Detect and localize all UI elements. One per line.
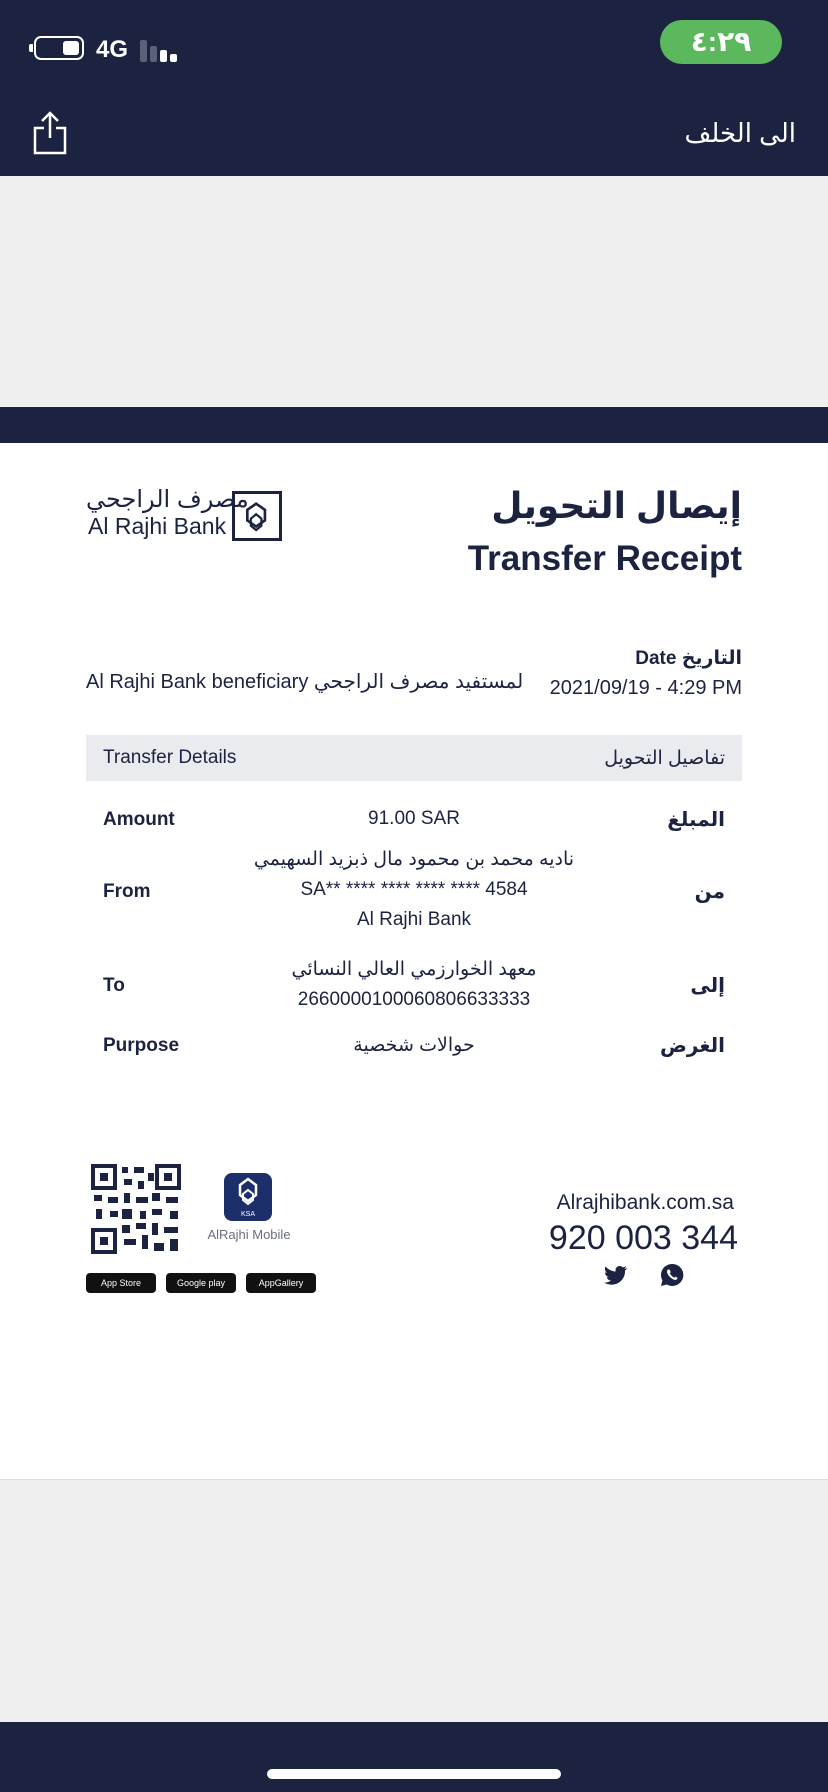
amount-row	[86, 801, 742, 841]
to-label-ar: إلى	[690, 975, 725, 997]
back-button[interactable]: الى الخلف	[684, 118, 796, 148]
google-play-badge[interactable]: Google play	[166, 1273, 236, 1293]
network-label: 4G	[96, 36, 129, 63]
from-account: SA** **** **** **** **** 4584	[300, 879, 528, 900]
receipt-title-ar: إيصال التحويل	[491, 485, 742, 526]
app-name: AlRajhi Mobile	[207, 1227, 291, 1242]
receipt-card	[0, 407, 828, 1480]
receipt-top-band	[0, 407, 828, 443]
bank-mark-icon	[232, 491, 282, 541]
whatsapp-icon[interactable]	[660, 1263, 684, 1287]
app-mark-icon	[224, 1173, 272, 1213]
date-label: Date التاريخ	[635, 648, 742, 669]
from-label-ar: من	[694, 881, 725, 903]
to-row	[86, 955, 742, 1017]
purpose-row	[86, 1029, 742, 1065]
bank-logo	[86, 485, 282, 545]
twitter-icon[interactable]	[604, 1265, 628, 1287]
website-link[interactable]: Alrajhibank.com.sa	[556, 1191, 734, 1214]
from-name: ناديه محمد بن محمود مال ذبزيد السهيمي	[253, 849, 575, 870]
amount-label-ar: المبلغ	[667, 809, 725, 831]
purpose-value: حوالات شخصية	[353, 1035, 475, 1056]
receipt-title-en: Transfer Receipt	[467, 539, 742, 578]
alrajhi-mobile-app-icon[interactable]	[224, 1173, 272, 1221]
bank-name-en: Al Rajhi Bank	[88, 513, 227, 539]
share-icon[interactable]	[32, 110, 68, 156]
to-name: معهد الخوارزمي العالي النسائي	[291, 959, 537, 980]
bank-name-ar: مصرف الراجحي	[86, 486, 249, 513]
details-header-en: Transfer Details	[103, 747, 237, 768]
time-pill: ٤:٢٩	[660, 20, 782, 64]
to-account: 2660000100060806633333	[297, 989, 531, 1010]
appgallery-badge[interactable]: AppGallery	[246, 1273, 316, 1293]
amount-value: 91.00 SAR	[368, 808, 460, 829]
transfer-details-header	[86, 735, 742, 781]
app-badge: KSA	[240, 1211, 255, 1218]
from-row	[86, 845, 742, 941]
to-label-en: To	[103, 975, 125, 996]
beneficiary-type: Al Rajhi Bank beneficiary لمستفيد مصرف الراجحي	[86, 671, 524, 693]
date-value: 2021/09/19 - 4:29 PM	[549, 677, 742, 699]
app-header	[0, 90, 828, 176]
home-indicator[interactable]	[267, 1769, 561, 1779]
qr-code-icon	[90, 1163, 182, 1255]
battery-icon	[34, 36, 84, 60]
from-bank: Al Rajhi Bank	[356, 909, 472, 930]
from-label-en: From	[103, 881, 151, 902]
amount-label-en: Amount	[103, 809, 175, 830]
status-bar	[0, 0, 828, 90]
details-header-ar: تفاصيل التحويل	[604, 748, 725, 769]
phone-number[interactable]: 920 003 344	[548, 1219, 738, 1257]
signal-icon	[140, 38, 180, 62]
app-store-badge[interactable]: App Store	[86, 1273, 156, 1293]
purpose-label-en: Purpose	[103, 1035, 180, 1056]
purpose-label-ar: الغرض	[660, 1035, 725, 1057]
bottom-bar	[0, 1722, 828, 1792]
